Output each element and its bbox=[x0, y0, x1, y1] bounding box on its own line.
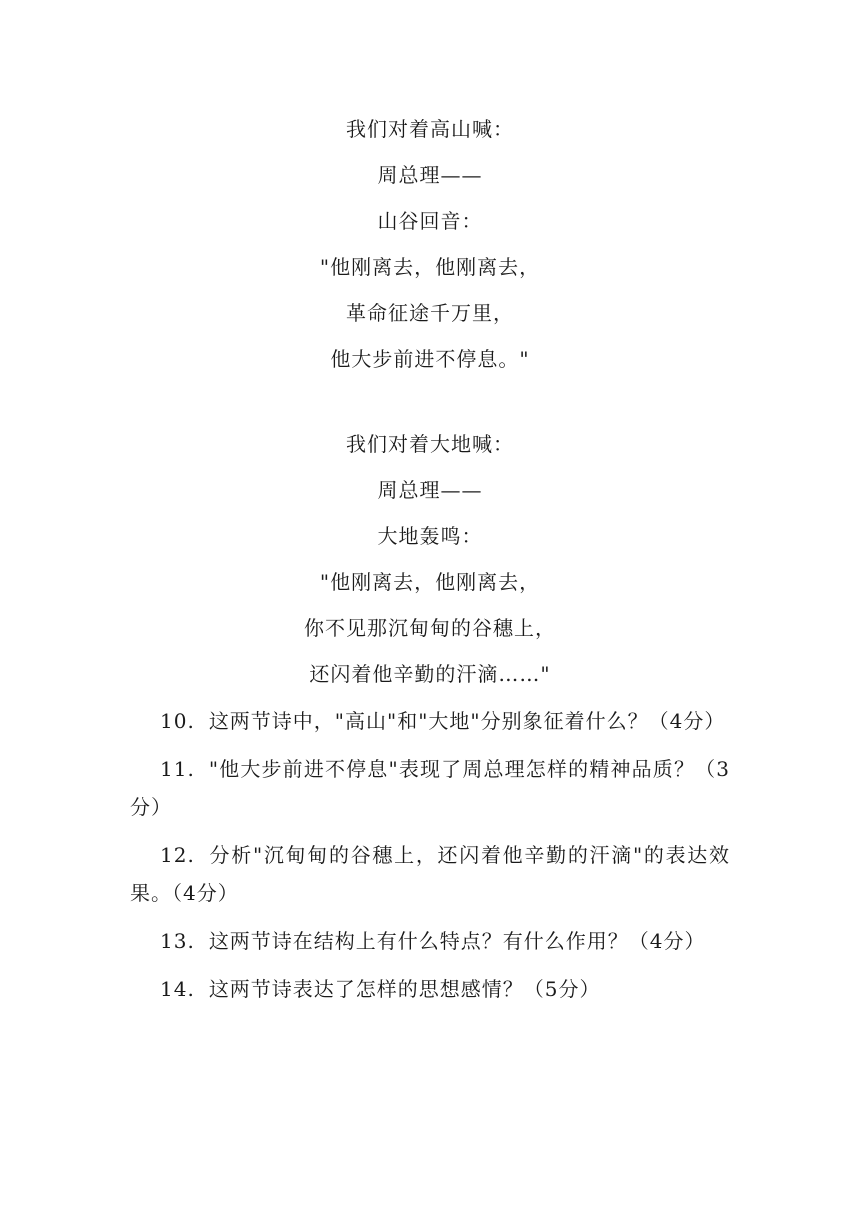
poem-stanza-2 bbox=[130, 421, 730, 697]
question-13 bbox=[130, 922, 730, 960]
question-11 bbox=[130, 750, 730, 826]
poem-line: "他刚离去，他刚离去， bbox=[319, 570, 541, 594]
poem-line: 你不见那沉甸甸的谷穗上， bbox=[304, 616, 556, 640]
poem-line: 我们对着大地喊： bbox=[346, 432, 514, 456]
question-text: 这两节诗在结构上有什么特点？有什么作用？（4分） bbox=[208, 929, 706, 953]
question-number: 14. bbox=[160, 977, 195, 1001]
poem-line: "他刚离去，他刚离去， bbox=[319, 255, 541, 279]
question-text: "他大步前进不停息"表现了周总理怎样的精神品质？（3分） bbox=[130, 757, 730, 819]
poem-line: 革命征途千万里， bbox=[346, 301, 514, 325]
poem-line: 大地轰鸣： bbox=[377, 524, 483, 548]
question-number: 13. bbox=[160, 929, 195, 953]
poem-line: 他大步前进不停息。" bbox=[330, 347, 530, 371]
question-14 bbox=[130, 970, 730, 1008]
poem-line: 我们对着高山喊： bbox=[346, 117, 514, 141]
poem-line: 还闪着他辛勤的汗滴……" bbox=[309, 662, 551, 686]
question-number: 11. bbox=[160, 757, 195, 781]
question-list bbox=[130, 702, 730, 1018]
poem-line: 山谷回音： bbox=[377, 209, 483, 233]
poem-line: 周总理—— bbox=[377, 163, 483, 187]
question-number: 10. bbox=[160, 709, 195, 733]
poem-stanza-1 bbox=[130, 106, 730, 382]
poem-line: 周总理—— bbox=[377, 478, 483, 502]
question-number: 12. bbox=[160, 843, 195, 867]
question-text: 这两节诗中，"高山"和"大地"分别象征着什么？（4分） bbox=[208, 709, 726, 733]
question-text: 这两节诗表达了怎样的思想感情？（5分） bbox=[208, 977, 601, 1001]
question-text: 分析"沉甸甸的谷穗上，还闪着他辛勤的汗滴"的表达效果。（4分） bbox=[130, 843, 730, 905]
question-12 bbox=[130, 836, 730, 912]
question-10 bbox=[130, 702, 730, 740]
